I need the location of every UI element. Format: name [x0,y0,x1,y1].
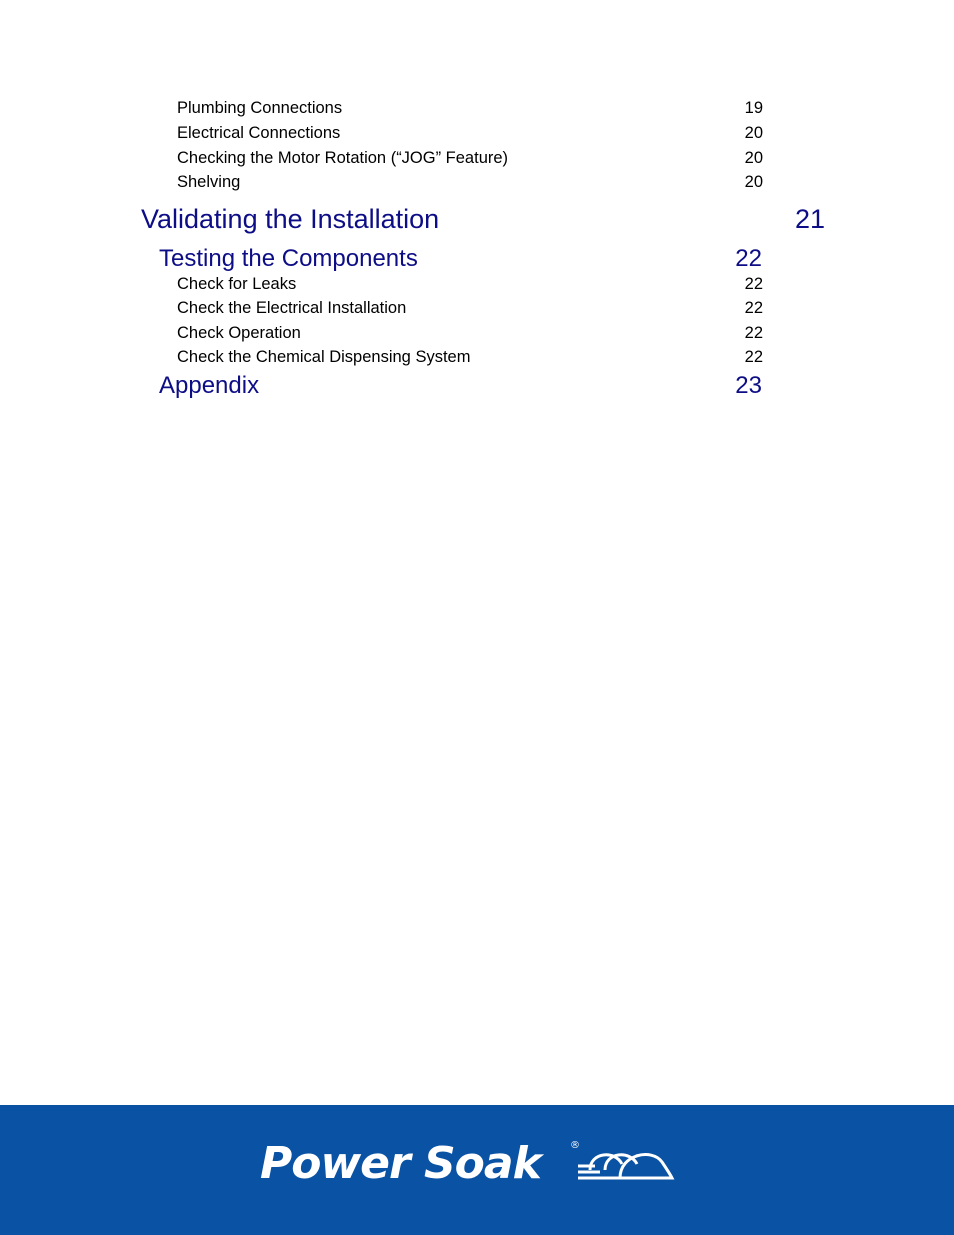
toc-entry-check-operation[interactable] [177,322,763,344]
toc-entry-title: Testing the Components [159,245,418,272]
toc-entry-title: Validating the Installation [141,204,440,234]
toc-entry-page: 20 [744,173,763,191]
logo-wave-3 [620,1155,672,1178]
toc-entry-title: Electrical Connections [177,124,341,142]
toc-entry-page: 22 [744,299,763,317]
toc-entry-page: 22 [744,348,763,366]
toc-entry-shelving[interactable] [177,171,763,193]
toc-entry-title: Check the Electrical Installation [177,299,407,317]
toc-entry-title: Plumbing Connections [177,99,343,117]
toc-entry-page: 19 [744,99,763,117]
toc-entry-title: Checking the Motor Rotation (“JOG” Feature) [177,149,509,167]
toc-entry-check-for-leaks[interactable] [177,273,763,295]
logo-swoosh-icon [578,1155,672,1178]
toc-entry-validating-installation[interactable] [141,201,825,237]
logo-wordmark: Power Soak [260,1138,541,1189]
toc-entry-title: Appendix [159,372,260,399]
toc-entry-check-chemical-dispensing[interactable] [177,346,763,368]
toc-entry-testing-components[interactable] [159,244,762,274]
toc-entry-motor-rotation[interactable] [177,147,763,169]
toc-entry-page: 22 [735,245,762,272]
power-soak-logo [260,1130,700,1190]
toc-entry-plumbing-connections[interactable] [177,97,763,119]
toc-entry-page: 21 [794,204,825,234]
toc-entry-title: Shelving [177,173,241,191]
toc-entry-page: 20 [744,124,763,142]
registered-mark: ® [570,1140,580,1151]
toc-entry-page: 22 [744,275,763,293]
toc-entry-appendix[interactable] [159,371,762,401]
toc-entry-page: 23 [735,372,762,399]
toc-entry-page: 20 [744,149,763,167]
toc-entry-check-electrical-installation[interactable] [177,297,763,319]
toc-entry-page: 22 [744,324,763,342]
toc-entry-title: Check for Leaks [177,275,297,293]
toc-entry-title: Check the Chemical Dispensing System [177,348,471,366]
toc-entry-electrical-connections[interactable] [177,122,763,144]
toc-entry-title: Check Operation [177,324,301,342]
